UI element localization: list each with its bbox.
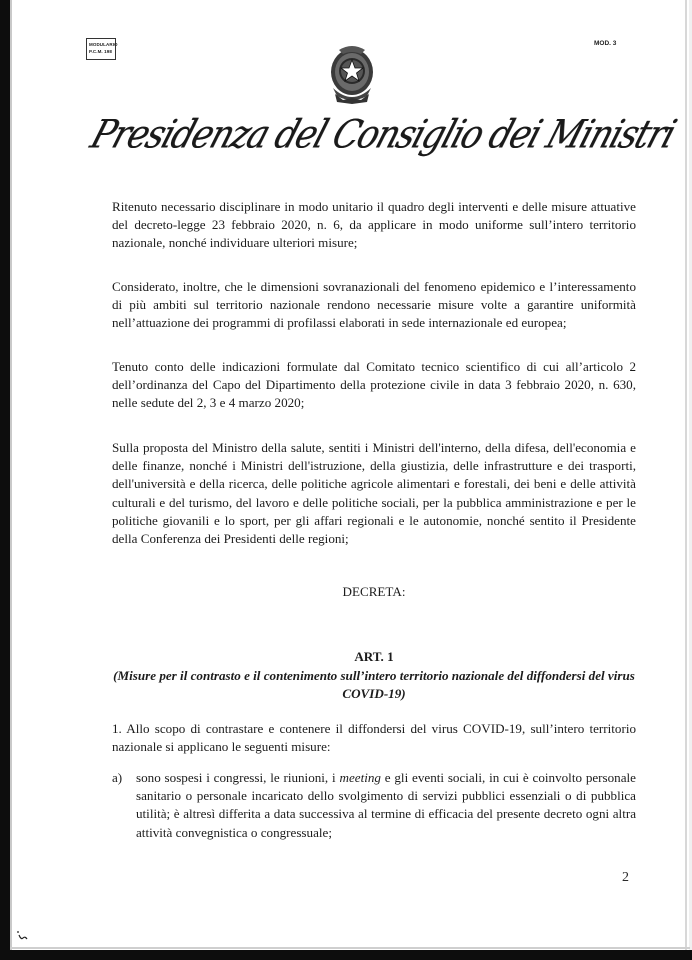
form-code-line1: MODULARIO <box>89 42 118 47</box>
letterhead-logo <box>85 112 681 182</box>
preamble-paragraph: Tenuto conto delle indicazioni formulate dal Comitato tecnico scientifico di cui all’articolo 2 dell’ordinanza del Capo del Dipartimento della protezione civile in data 3 febbraio 2020, n. 630, nelle sedute del 2, 3 e 4 marzo 2020; <box>112 359 636 411</box>
scan-left-border-shadow <box>10 0 12 960</box>
preamble-paragraph: Considerato, inoltre, che le dimensioni sovranazionali del fenomeno epidemico e l’interessamento di più ambiti sul territorio nazionale rendono necessarie misure volte a garantire uniformità nell’attuazione dei programmi di profilassi elaborati in sede internazionale ed europea; <box>112 279 636 331</box>
scan-left-border <box>0 0 10 960</box>
decree-heading: DECRETA: <box>342 584 406 599</box>
italian-republic-emblem-icon <box>327 44 377 106</box>
list-item-a <box>112 769 636 842</box>
list-item-italic-word: meeting <box>339 770 381 785</box>
preamble-paragraph: Ritenuto necessario disciplinare in modo unitario il quadro degli interventi e delle misure attuative del decreto-legge 23 febbraio 2020, n. 6, da applicare in modo uniforme sull’intero territorio nazionale, nonché individuare ulteriori misure; <box>112 199 636 251</box>
scan-bottom-border <box>0 950 692 960</box>
letterhead-title: Presidenza del Consiglio dei Ministri <box>85 112 681 158</box>
list-marker: a) <box>112 770 123 785</box>
list-item-text-start: sono sospesi i congressi, le riunioni, i <box>136 770 340 785</box>
preamble-paragraph: Sulla proposta del Ministro della salute, sentiti i Ministri dell'interno, della difesa, dell'economia e delle finanze, nonché i Ministri dell'istruzione, della giustizia, delle infrastrutture e dei trasporti, dell'università e della ricerca, delle politiche agricole alimentari e forestali, dei beni e delle attività culturali e del turismo, del lavoro e delle politiche sociali, per la pubblica amministrazione e per le politiche giovanili e lo sport, per gli affari regionali e le autonomie, nonché sentito il Presidente della Conferenza dei Presidenti delle regioni; <box>112 440 636 547</box>
scan-mark-icon <box>16 930 30 942</box>
list-item-text-end: e gli eventi sociali, in cui è coinvolto personale sanitario o personale incaricato dello svolgimento di servizi pubblici essenziali o di pubblica utilità; è altresì differita a data successiva al termine di efficacia del presente decreto ogni altra attività convegnistica o congressuale; <box>136 770 636 840</box>
article-title: ART. 1 <box>354 649 394 664</box>
form-code-line2: P.C.M. 198 <box>89 49 112 54</box>
page-right-edge <box>685 0 687 952</box>
article-subtitle: (Misure per il contrasto e il contenimento sull’intero territorio nazionale del diffondersi del virus COVID-19) <box>113 668 635 701</box>
page-bottom-edge <box>10 947 690 949</box>
page-number: 2 <box>622 870 629 885</box>
article-paragraph-1: 1. Allo scopo di contrastare e contenere il diffondersi del virus COVID-19, sull’intero territorio nazionale si applicano le seguenti misure: <box>112 721 636 755</box>
model-label: MOD. 3 <box>594 40 617 47</box>
form-code-box <box>86 38 116 60</box>
